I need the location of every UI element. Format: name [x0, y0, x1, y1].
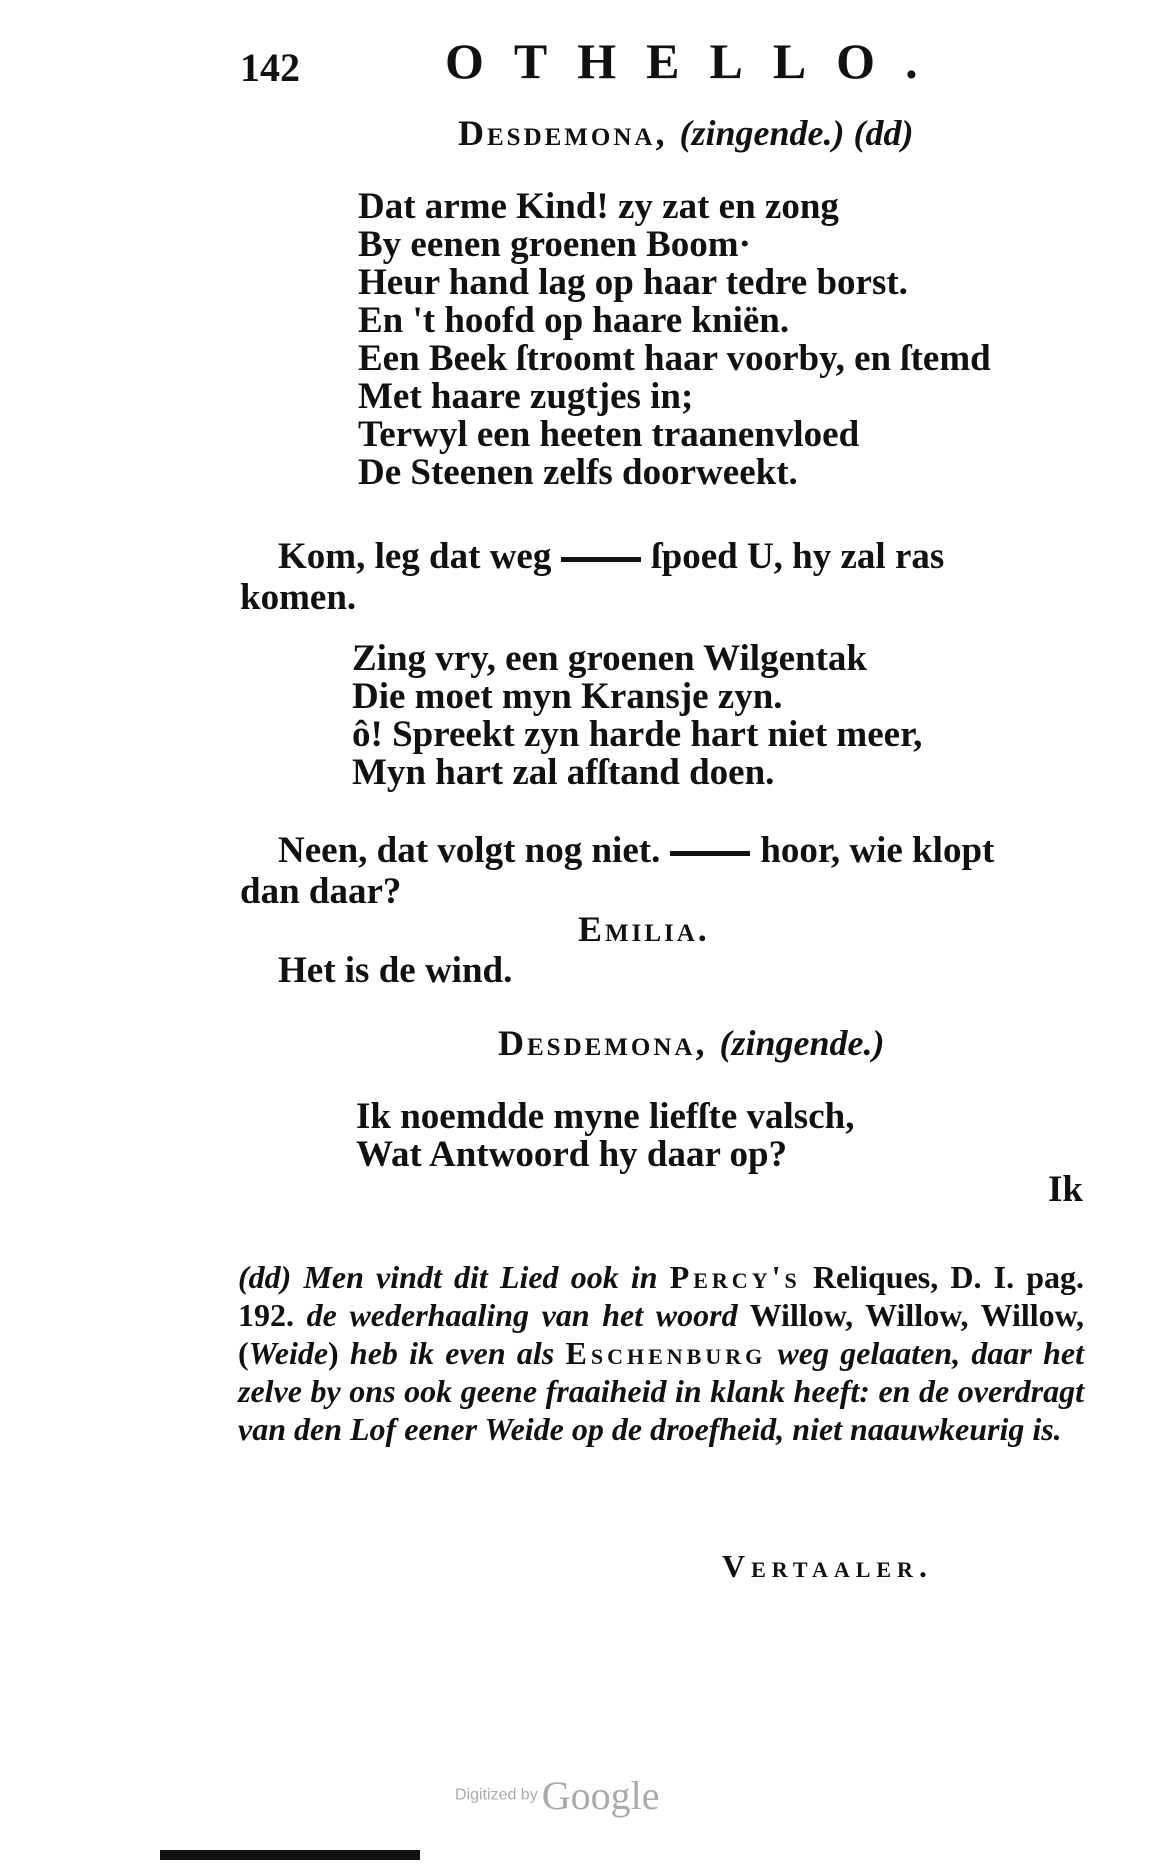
verse-line: Myn hart zal afſtand doen.	[352, 752, 775, 793]
footnote	[238, 1258, 1084, 1448]
verse-line: De Steenen zelfs doorweekt.	[358, 452, 798, 493]
prose-text: komen.	[240, 577, 357, 618]
speaker-name: Emilia.	[578, 909, 710, 949]
footnote-text: de wederhaaling van het woord	[306, 1297, 738, 1333]
footnote-text: )	[328, 1335, 339, 1371]
stage-direction: (zingende.)	[719, 1023, 885, 1063]
stage-direction: (zingende.) (dd)	[679, 113, 914, 153]
footnote-text: Willow, Willow, Willow, (	[238, 1297, 1085, 1371]
verse-line: Terwyl een heeten traanenvloed	[358, 414, 860, 455]
prose-text: Het is de wind.	[278, 950, 513, 991]
prose-text: dan daar?	[240, 871, 402, 912]
footnote-name: Percy's	[669, 1259, 801, 1295]
page-number: 142	[240, 45, 300, 90]
footnote-text: (dd) Men vindt dit Lied ook in	[238, 1259, 658, 1295]
verse-line: Ik noemdde myne liefſte valsch,	[356, 1096, 855, 1137]
verse-line: Zing vry, een groenen Wilgentak	[352, 638, 867, 679]
song-verse-3	[356, 1098, 854, 1174]
speaker-name: Desdemona,	[498, 1023, 708, 1063]
prose-text: hoor, wie klopt	[760, 830, 995, 871]
verse-line: Een Beek ſtroomt haar voorby, en ſtemd	[358, 338, 991, 379]
em-dash-rule	[561, 557, 641, 562]
footnote-text: weg gelaaten, daar het zelve by ons ook geene fraaiheid in klank heeft: en de overdragt van den Lof eener Weide op de droefheid, niet naauwkeurig is.	[238, 1335, 1085, 1447]
em-dash-rule	[670, 851, 750, 856]
footnote-text: Reliques, D. I. pag. 192.	[238, 1259, 1085, 1333]
prose-text: ſpoed U, hy zal ras	[651, 536, 945, 577]
footnote-text: Weide	[248, 1335, 329, 1371]
digitization-watermark	[455, 1772, 659, 1819]
verse-line: Met haare zugtjes in;	[358, 376, 694, 417]
running-title: OTHELLO.	[445, 33, 948, 89]
verse-line: Dat arme Kind! zy zat en zong	[358, 186, 839, 227]
verse-line: ô! Spreekt zyn harde hart niet meer,	[352, 714, 923, 755]
scan-edge-mark	[160, 1850, 420, 1860]
verse-line: Wat Antwoord hy daar op?	[356, 1134, 788, 1175]
footnote-name: Eschenburg	[565, 1335, 767, 1371]
spoken-line-3	[240, 950, 512, 991]
speaker-heading-desdemona-1	[458, 112, 913, 154]
page-header	[240, 30, 1060, 90]
song-verse-1	[358, 188, 991, 492]
verse-line: En 't hoofd op haare kniën.	[358, 300, 790, 341]
spoken-line-2	[240, 830, 1086, 912]
prose-text: Kom, leg dat weg	[278, 536, 552, 577]
translator-signature: Vertaaler.	[722, 1548, 933, 1584]
speaker-heading-emilia	[578, 908, 710, 950]
catchword: Ik	[1048, 1169, 1083, 1210]
speaker-name: Desdemona,	[458, 113, 668, 153]
google-logo: Google	[541, 1773, 660, 1818]
song-verse-2	[352, 640, 922, 792]
verse-line: By eenen groenen Boom·	[358, 224, 751, 265]
footnote-text: heb ik even als	[349, 1335, 555, 1371]
verse-line: Die moet myn Kransje zyn.	[352, 676, 783, 717]
verse-line: Heur hand lag op haar tedre borst.	[358, 262, 908, 303]
prose-text: Neen, dat volgt nog niet.	[278, 830, 661, 871]
spoken-line-1	[240, 536, 1086, 618]
speaker-heading-desdemona-2	[498, 1022, 884, 1064]
watermark-text: Digitized by	[455, 1786, 538, 1804]
